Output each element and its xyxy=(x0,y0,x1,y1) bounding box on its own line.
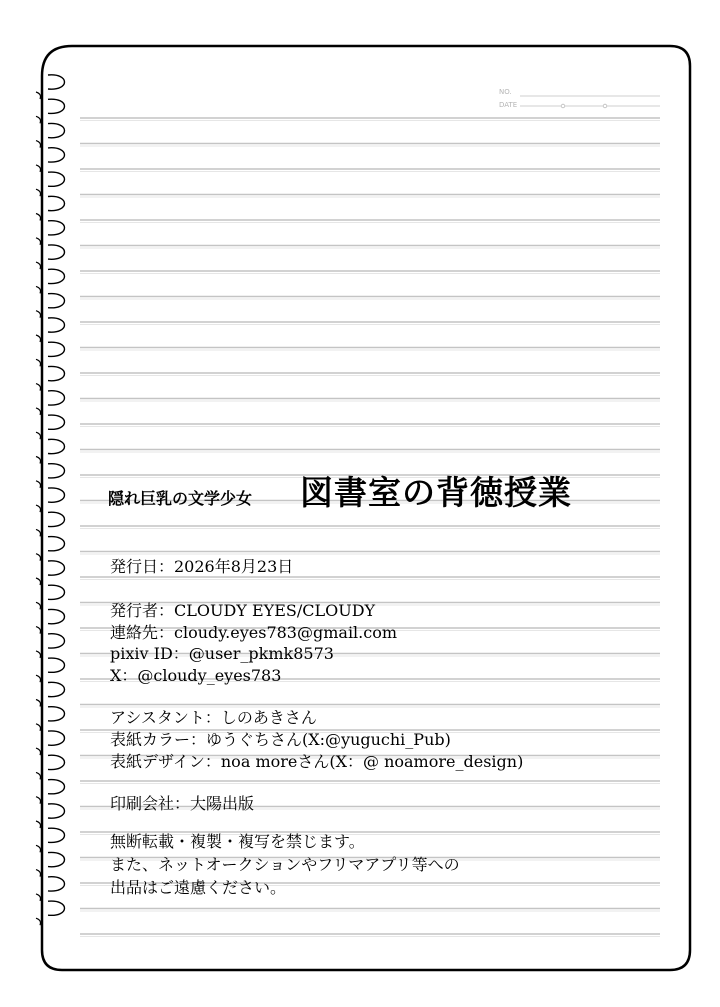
ring-notch xyxy=(36,359,41,366)
book-subtitle: 隠れ巨乳の文学少女 xyxy=(108,489,253,508)
ring-notch xyxy=(36,189,41,196)
ring-hole xyxy=(48,294,65,308)
ring-notch xyxy=(36,772,41,779)
ring-notch xyxy=(36,845,41,852)
ring-notch xyxy=(36,92,41,99)
book-title: 図書室の背徳授業 xyxy=(300,473,572,512)
issue-date: 発行日：2026年8月23日 xyxy=(110,557,294,576)
notice-line-3: 出品はご遠慮ください。 xyxy=(110,878,287,897)
ring-hole xyxy=(48,585,65,599)
ring-notch xyxy=(36,286,41,293)
ring-hole xyxy=(48,269,65,283)
ring-notch xyxy=(36,821,41,828)
ring-notch xyxy=(36,505,41,512)
header-date-label: DATE xyxy=(499,101,518,109)
ring-hole xyxy=(48,75,65,89)
ring-hole xyxy=(48,609,65,623)
ring-hole xyxy=(48,196,65,210)
ring-hole xyxy=(48,537,65,551)
ring-hole xyxy=(48,464,65,478)
ring-hole xyxy=(48,634,65,648)
publisher: 発行者：CLOUDY EYES/CLOUDY xyxy=(110,601,376,620)
assistant-credit: アシスタント：しのあきさん xyxy=(110,708,317,727)
ring-notch xyxy=(36,481,41,488)
ring-notch xyxy=(36,651,41,658)
ring-hole xyxy=(48,221,65,235)
cover-design-credit: 表紙デザイン：noa moreさん(X：@ noamore_design) xyxy=(110,752,524,771)
ring-notch xyxy=(36,408,41,415)
ring-hole xyxy=(48,148,65,162)
x-account: X：@cloudy_eyes783 xyxy=(110,666,282,685)
ring-hole xyxy=(48,123,65,137)
pixiv-id: pixiv ID：@user_pkmk8573 xyxy=(110,644,334,663)
ring-notch xyxy=(36,214,41,221)
ring-notch xyxy=(36,918,41,925)
ring-notch xyxy=(36,238,41,245)
ring-hole xyxy=(48,901,65,915)
ring-notch xyxy=(36,894,41,901)
ring-notch xyxy=(36,432,41,439)
notice-line-1: 無断転載・複製・複写を禁じます。 xyxy=(110,832,365,851)
ring-hole xyxy=(48,318,65,332)
ring-hole xyxy=(48,561,65,575)
ring-notch xyxy=(36,578,41,585)
ring-hole xyxy=(48,682,65,696)
ring-notch xyxy=(36,165,41,172)
printer: 印刷会社：大陽出版 xyxy=(110,794,255,813)
notice-line-2: また、ネットオークションやフリマアプリ等への xyxy=(110,855,460,874)
ring-hole xyxy=(48,852,65,866)
ring-hole xyxy=(48,828,65,842)
ring-notch xyxy=(36,748,41,755)
ring-hole xyxy=(48,391,65,405)
ring-hole xyxy=(48,415,65,429)
date-dot xyxy=(561,104,565,108)
header-no-label: NO. xyxy=(499,88,512,96)
ring-hole xyxy=(48,731,65,745)
ring-hole xyxy=(48,342,65,356)
ring-notch xyxy=(36,870,41,877)
ring-notch xyxy=(36,554,41,561)
ring-notch xyxy=(36,384,41,391)
ring-notch xyxy=(36,141,41,148)
ring-hole xyxy=(48,172,65,186)
ring-hole xyxy=(48,780,65,794)
date-dot xyxy=(603,104,607,108)
ring-notch xyxy=(36,675,41,682)
ring-notch xyxy=(36,335,41,342)
ring-notch xyxy=(36,529,41,536)
ring-notch xyxy=(36,457,41,464)
ring-notch xyxy=(36,627,41,634)
ring-hole xyxy=(48,804,65,818)
ring-notch xyxy=(36,116,41,123)
ring-hole xyxy=(48,658,65,672)
ring-hole xyxy=(48,512,65,526)
ring-hole xyxy=(48,488,65,502)
ring-hole xyxy=(48,755,65,769)
ring-notch xyxy=(36,797,41,804)
ring-hole xyxy=(48,99,65,113)
ring-notch xyxy=(36,311,41,318)
ring-hole xyxy=(48,439,65,453)
ring-hole xyxy=(48,877,65,891)
ring-notch xyxy=(36,724,41,731)
ring-hole xyxy=(48,366,65,380)
ring-notch xyxy=(36,700,41,707)
ring-hole xyxy=(48,245,65,259)
contact-email: 連絡先：cloudy.eyes783@gmail.com xyxy=(110,623,398,642)
ring-notch xyxy=(36,602,41,609)
ring-notch xyxy=(36,262,41,269)
cover-color-credit: 表紙カラー：ゆうぐちさん(X:@yuguchi_Pub) xyxy=(110,730,451,749)
ring-hole xyxy=(48,707,65,721)
